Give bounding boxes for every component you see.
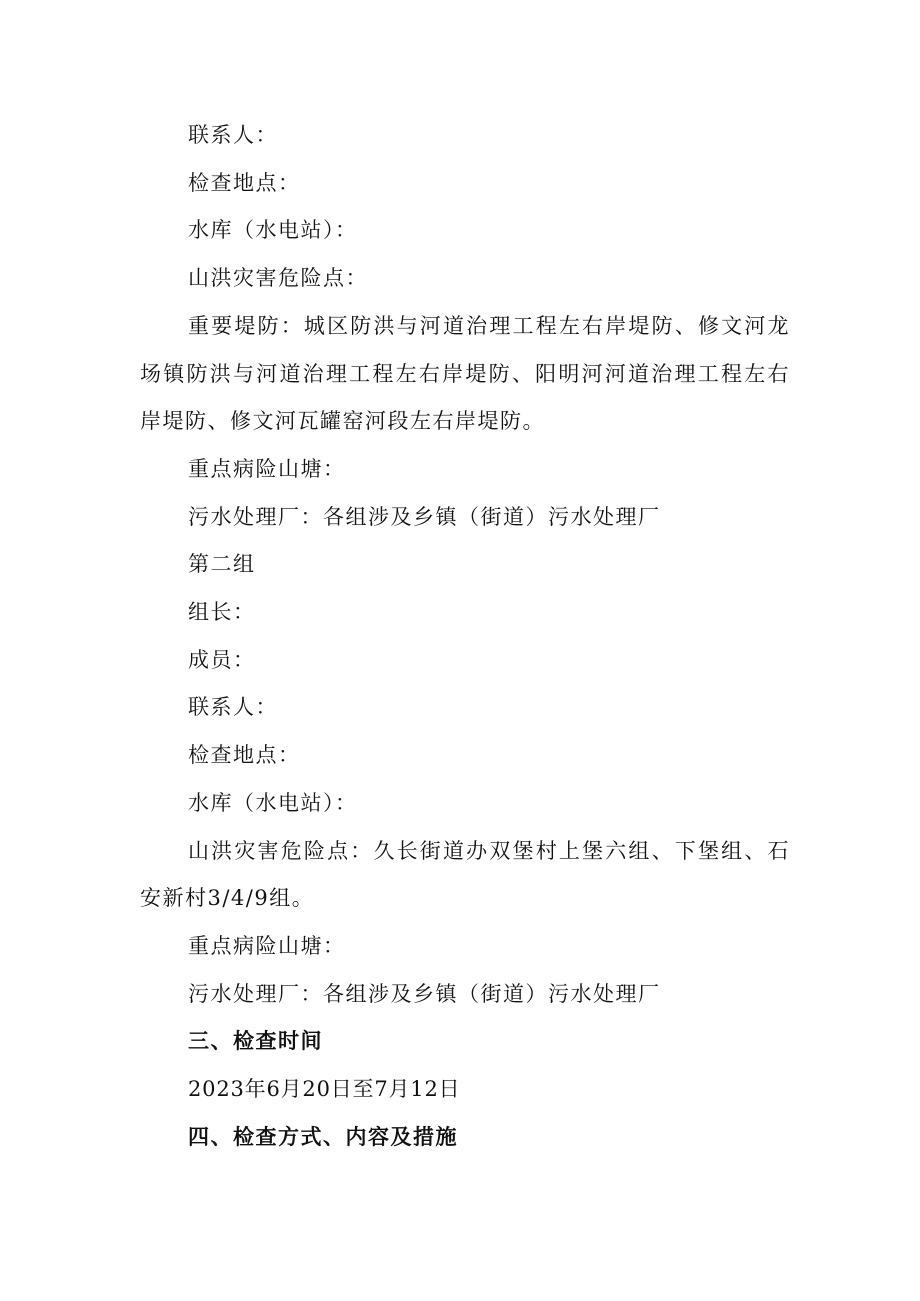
contact-line: 联系人： bbox=[188, 123, 278, 147]
group-members-line: 成员： bbox=[188, 647, 256, 672]
sewage-plant-line: 污水处理厂：各组涉及乡镇（街道）污水处理厂 bbox=[188, 504, 661, 529]
document-body bbox=[140, 112, 790, 1161]
section-four-title: 四、检查方式、内容及措施 bbox=[188, 1124, 458, 1149]
dangerous-pond-line: 重点病险山塘： bbox=[188, 933, 346, 958]
inspection-date-range: 2023年6月20日至7月12日 bbox=[188, 1077, 461, 1102]
flood-hazard-point-line: 山洪灾害危险点： bbox=[188, 266, 368, 291]
contact-line: 联系人： bbox=[188, 695, 278, 720]
section-three-title: 三、检查时间 bbox=[188, 1029, 323, 1054]
dangerous-pond-line: 重点病险山塘： bbox=[188, 456, 346, 481]
important-levee-paragraph: 重要堤防：城区防洪与河道治理工程左右岸堤防、修文河龙场镇防洪与河道治理工程左右岸堤防、阳明河河道治理工程左右岸堤防、修文河瓦罐窑河段左右岸堤防。 bbox=[140, 313, 790, 434]
group-leader-line: 组长： bbox=[188, 600, 256, 625]
sewage-plant-line: 污水处理厂：各组涉及乡镇（街道）污水处理厂 bbox=[188, 981, 661, 1006]
flood-hazard-point-paragraph: 山洪灾害危险点：久长街道办双堡村上堡六组、下堡组、石安新村3/4/9组。 bbox=[140, 838, 790, 911]
reservoir-line: 水库（水电站）： bbox=[188, 218, 358, 243]
group-two-heading: 第二组 bbox=[188, 552, 256, 577]
inspection-location-line: 检查地点： bbox=[188, 743, 301, 768]
inspection-location-line: 检查地点： bbox=[188, 170, 301, 195]
reservoir-line: 水库（水电站）： bbox=[188, 790, 358, 815]
